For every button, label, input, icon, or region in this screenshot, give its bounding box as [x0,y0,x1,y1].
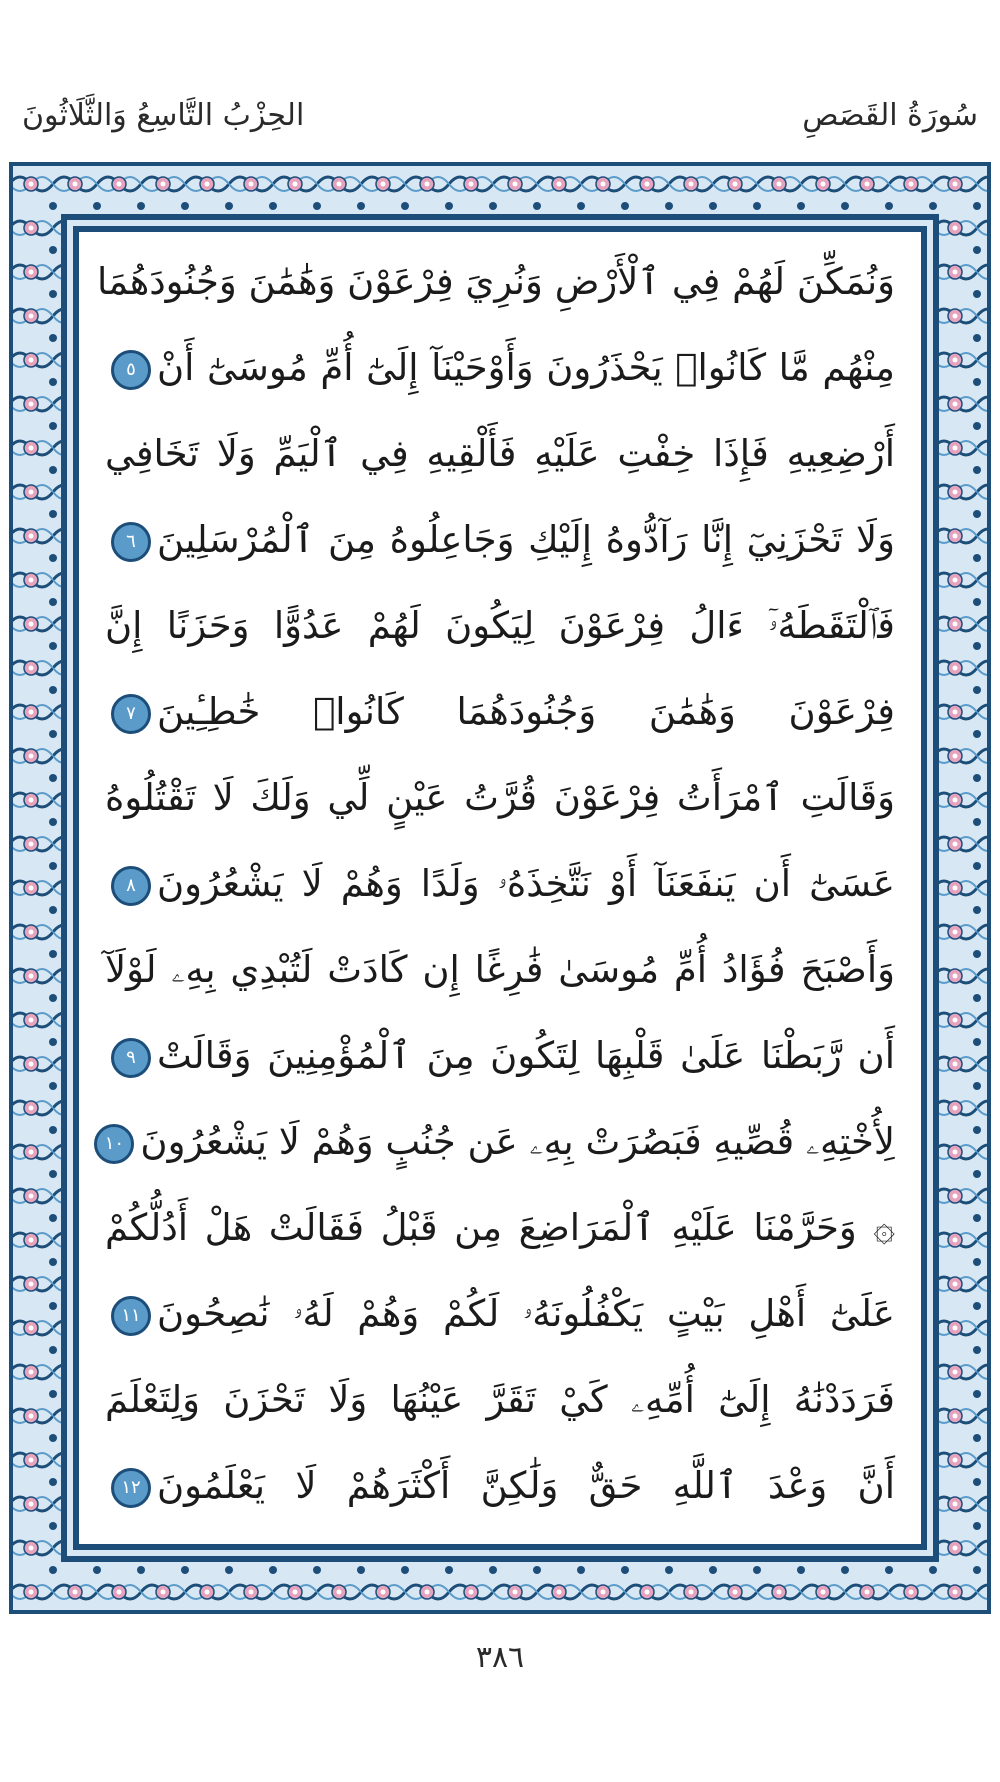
verse-text: أَنَّ وَعْدَ ٱللَّهِ حَقٌّ وَلَٰكِنَّ أَكْثَرَهُمْ لَا يَعْلَمُونَ [157,1464,895,1507]
text-panel [79,232,921,1544]
verse-line [105,758,895,838]
verse-text: فَٱلْتَقَطَهُۥٓ ءَالُ فِرْعَوْنَ لِيَكُونَ لَهُمْ عَدُوًّا وَحَزَنًا إِنَّ [105,604,895,647]
verse-line [105,586,895,666]
verse-text: أَرْضِعِيهِ فَإِذَا خِفْتِ عَلَيْهِ فَأَلْقِيهِ فِي ٱلْيَمِّ وَلَا تَخَافِي [105,432,895,475]
verse-line [105,1102,895,1182]
verse-text: ۞ وَحَرَّمْنَا عَلَيْهِ ٱلْمَرَاضِعَ مِن قَبْلُ فَقَالَتْ هَلْ أَدُلُّكُمْ [105,1206,895,1249]
ayah-number-icon: ٧ [111,694,151,734]
verse-text: مِنْهُم مَّا كَانُوا۟ يَحْذَرُونَ وَأَوْحَيْنَآ إِلَىٰٓ أُمِّ مُوسَىٰٓ أَنْ [157,346,895,389]
verse-line [105,930,895,1010]
verse-line [105,1016,895,1096]
verse-line [97,242,895,322]
verse-text: فِرْعَوْنَ وَهَٰمَٰنَ وَجُنُودَهُمَا كَانُوا۟ خَٰطِـِٔينَ [157,690,895,733]
verse-line [105,328,895,408]
verse-text: عَلَىٰٓ أَهْلِ بَيْتٍ يَكْفُلُونَهُۥ لَكُمْ وَهُمْ لَهُۥ نَٰصِحُونَ [157,1292,895,1335]
verse-text: فَرَدَدْنَٰهُ إِلَىٰٓ أُمِّهِۦ كَيْ تَقَرَّ عَيْنُهَا وَلَا تَحْزَنَ وَلِتَعْلَمَ [105,1378,895,1421]
page-header [22,92,978,138]
verse-line [105,672,895,752]
hizb-label: الحِزْبُ التَّاسِعُ وَالثَّلَاثُونَ [22,97,305,133]
ayah-number-icon: ٦ [111,522,151,562]
verse-text: عَسَىٰٓ أَن يَنفَعَنَآ أَوْ نَتَّخِذَهُۥ وَلَدًا وَهُمْ لَا يَشْعُرُونَ [157,862,895,905]
ayah-number-icon: ١٠ [94,1124,134,1164]
verse-text: وَأَصْبَحَ فُؤَادُ أُمِّ مُوسَىٰ فَٰرِغًا إِن كَادَتْ لَتُبْدِي بِهِۦ لَوْلَآ [105,948,895,991]
verse-line [105,844,895,924]
ayah-number-icon: ١١ [111,1296,151,1336]
verse-line [105,1188,895,1268]
surah-name: سُورَةُ القَصَصِ [802,97,978,133]
ayah-number-icon: ٥ [111,350,151,390]
verse-line [105,1446,895,1526]
verse-line [105,500,895,580]
verse-line [105,1274,895,1354]
verse-text: وَقَالَتِ ٱمْرَأَتُ فِرْعَوْنَ قُرَّتُ عَيْنٍ لِّي وَلَكَ لَا تَقْتُلُوهُ [105,776,895,819]
verse-line [105,1360,895,1440]
ayah-number-icon: ٨ [111,866,151,906]
verse-line [105,414,895,494]
ayah-number-icon: ١٢ [111,1468,151,1508]
page-number: ٣٨٦ [475,1640,525,1675]
ayah-number-icon: ٩ [111,1038,151,1078]
verse-text: وَلَا تَحْزَنِيٓ إِنَّا رَآدُّوهُ إِلَيْكِ وَجَاعِلُوهُ مِنَ ٱلْمُرْسَلِينَ [157,518,895,561]
verse-text: وَنُمَكِّنَ لَهُمْ فِي ٱلْأَرْضِ وَنُرِيَ فِرْعَوْنَ وَهَٰمَٰنَ وَجُنُودَهُمَا [97,260,895,303]
ornamental-frame [9,162,991,1614]
verse-text: لِأُخْتِهِۦ قُصِّيهِ فَبَصُرَتْ بِهِۦ عَن جُنُبٍ وَهُمْ لَا يَشْعُرُونَ [140,1120,895,1163]
verse-text: أَن رَّبَطْنَا عَلَىٰ قَلْبِهَا لِتَكُونَ مِنَ ٱلْمُؤْمِنِينَ وَقَالَتْ [157,1034,895,1077]
